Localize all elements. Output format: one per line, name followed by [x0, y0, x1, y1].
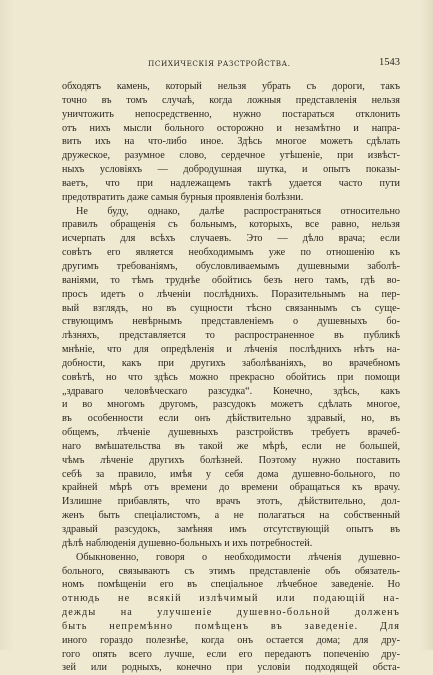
- text-line: ствующимъ невѣрнымъ представленіемъ о душевныхъ бо-: [62, 316, 400, 328]
- text-line: женъ быть спеціалистомъ, а не полагаться на собственный: [62, 510, 400, 522]
- paragraph-start-line: Не буду, однако, далѣе распространяться относительно: [76, 205, 400, 217]
- body-text: [62, 80, 400, 675]
- text-line: крайней мѣрѣ отъ времени до времени обращаться къ врачу.: [62, 482, 400, 494]
- text-line: лѣзняхъ, представляется то распространенное въ публикѣ: [62, 330, 400, 342]
- emphasized-text-line: дежды на улучшеніе душевно-больной долженъ: [62, 607, 400, 619]
- text-line: ваніями, то тѣмъ труднѣе обойтись безъ него тамъ, гдѣ во-: [62, 274, 400, 286]
- emphasized-text-line: быть непремѣнно помѣщенъ въ заведеніе. Для: [62, 620, 400, 632]
- running-title: ПСИХИЧЕСКІЯ РАЗСТРОЙСТВА.: [148, 59, 291, 68]
- text-line: ныхъ условіяхъ — добродушная шутка, и опытъ показы-: [62, 164, 400, 176]
- text-line: больного, связываютъ съ этимъ представленіе объ обязатель-: [62, 565, 400, 577]
- text-line: дѣлѣ наблюденія душевно-больныхъ и ихъ потребностей.: [62, 537, 313, 549]
- text-line: совѣтѣ, но что здѣсь можно прекрасно обойтись при помощи: [62, 371, 400, 383]
- text-line: добности, какъ при другихъ заболѣваніяхъ, во врачебномъ: [62, 357, 400, 369]
- text-line: отъ нихъ мысли больного осторожно и незамѣтно и напра-: [62, 122, 400, 134]
- paragraph-start-line: Обыкновенно, говоря о необходимости лѣченія душевно-: [76, 551, 400, 563]
- text-line: наго вмѣшательства въ такой же мѣрѣ, если не большей,: [62, 440, 400, 452]
- text-line: мнѣніе, что для опредѣленія и лѣченія послѣднихъ нѣтъ на-: [62, 344, 400, 356]
- text-line: дружеское, разумное слово, сердечное утѣшеніе, при извѣст-: [62, 150, 400, 162]
- text-line: въ особенности если онъ дѣйствительно здравый, но, въ: [62, 413, 400, 425]
- text-line: себѣ за правило, имѣя у себя дома душевно-больного, по: [62, 468, 400, 480]
- text-line: вить ихъ на что-либо иное. Здѣсь многое можетъ сдѣлать: [62, 136, 400, 148]
- text-line: общемъ, лѣченіе душевныхъ разстройствъ требуетъ врачеб-: [62, 427, 400, 439]
- text-line: гого опять всего лучше, если его передаютъ попеченію дру-: [62, 648, 400, 660]
- text-line: правилъ обращенія съ больнымъ, которыхъ, все равно, нельзя: [62, 219, 400, 231]
- text-line: зей или родныхъ, конечно при условіи подходящей обста-: [62, 662, 400, 674]
- text-line: уничтожить непосредственно, нужно постараться отклонить: [62, 108, 400, 120]
- text-line: номъ помѣщеніи его въ спеціальное лѣчебное заведеніе. Но: [62, 579, 400, 591]
- text-line: совѣтъ его является необходимымъ уже по отношенію къ: [62, 247, 400, 259]
- text-line: чѣмъ лѣченіе другихъ болѣзней. Поэтому нужно поставить: [62, 454, 400, 466]
- text-line: ваетъ, что при надлежащемъ тактѣ удается часто пути: [62, 177, 400, 189]
- text-line: точно въ томъ случаѣ, когда ложныя представленія нельзя: [62, 94, 400, 106]
- text-line: другимъ требованіямъ, обусловливаемымъ душевными заболѣ-: [62, 260, 400, 272]
- text-line: просъ идетъ о лѣченіи послѣднихъ. Поразительнымъ на пер-: [62, 288, 400, 300]
- text-line: и во многомъ другомъ, разсудокъ можетъ сдѣлать многое,: [62, 399, 400, 411]
- text-line: предотвратить даже самыя бурныя проявленія болѣзни.: [62, 191, 304, 203]
- text-line: обходятъ камень, который нельзя убрать съ дороги, такъ: [62, 81, 400, 92]
- text-line: Излишне прибавлять, что врачъ этотъ, дѣйствительно, дол-: [62, 496, 400, 508]
- text-line: „здраваго человѣческаго разсудка“. Конечно, здѣсь, какъ: [62, 385, 400, 397]
- emphasized-text-line: отнюдь не всякій излѣчимый или подающій на-: [62, 593, 400, 605]
- page-header: [62, 57, 400, 71]
- text-line: исчерпать для всѣхъ случаевъ. Это — дѣло врача; если: [62, 233, 400, 245]
- text-line: здравый разсудокъ, замѣняя имъ отсутствующій опытъ въ: [62, 524, 400, 535]
- text-line: иного гораздо полезнѣе, когда онъ остается дома; для дру-: [62, 634, 400, 646]
- text-line: вый взглядъ, но въ сущности тѣсно связаннымъ съ суще-: [62, 302, 400, 314]
- page-number: 1543: [379, 57, 400, 68]
